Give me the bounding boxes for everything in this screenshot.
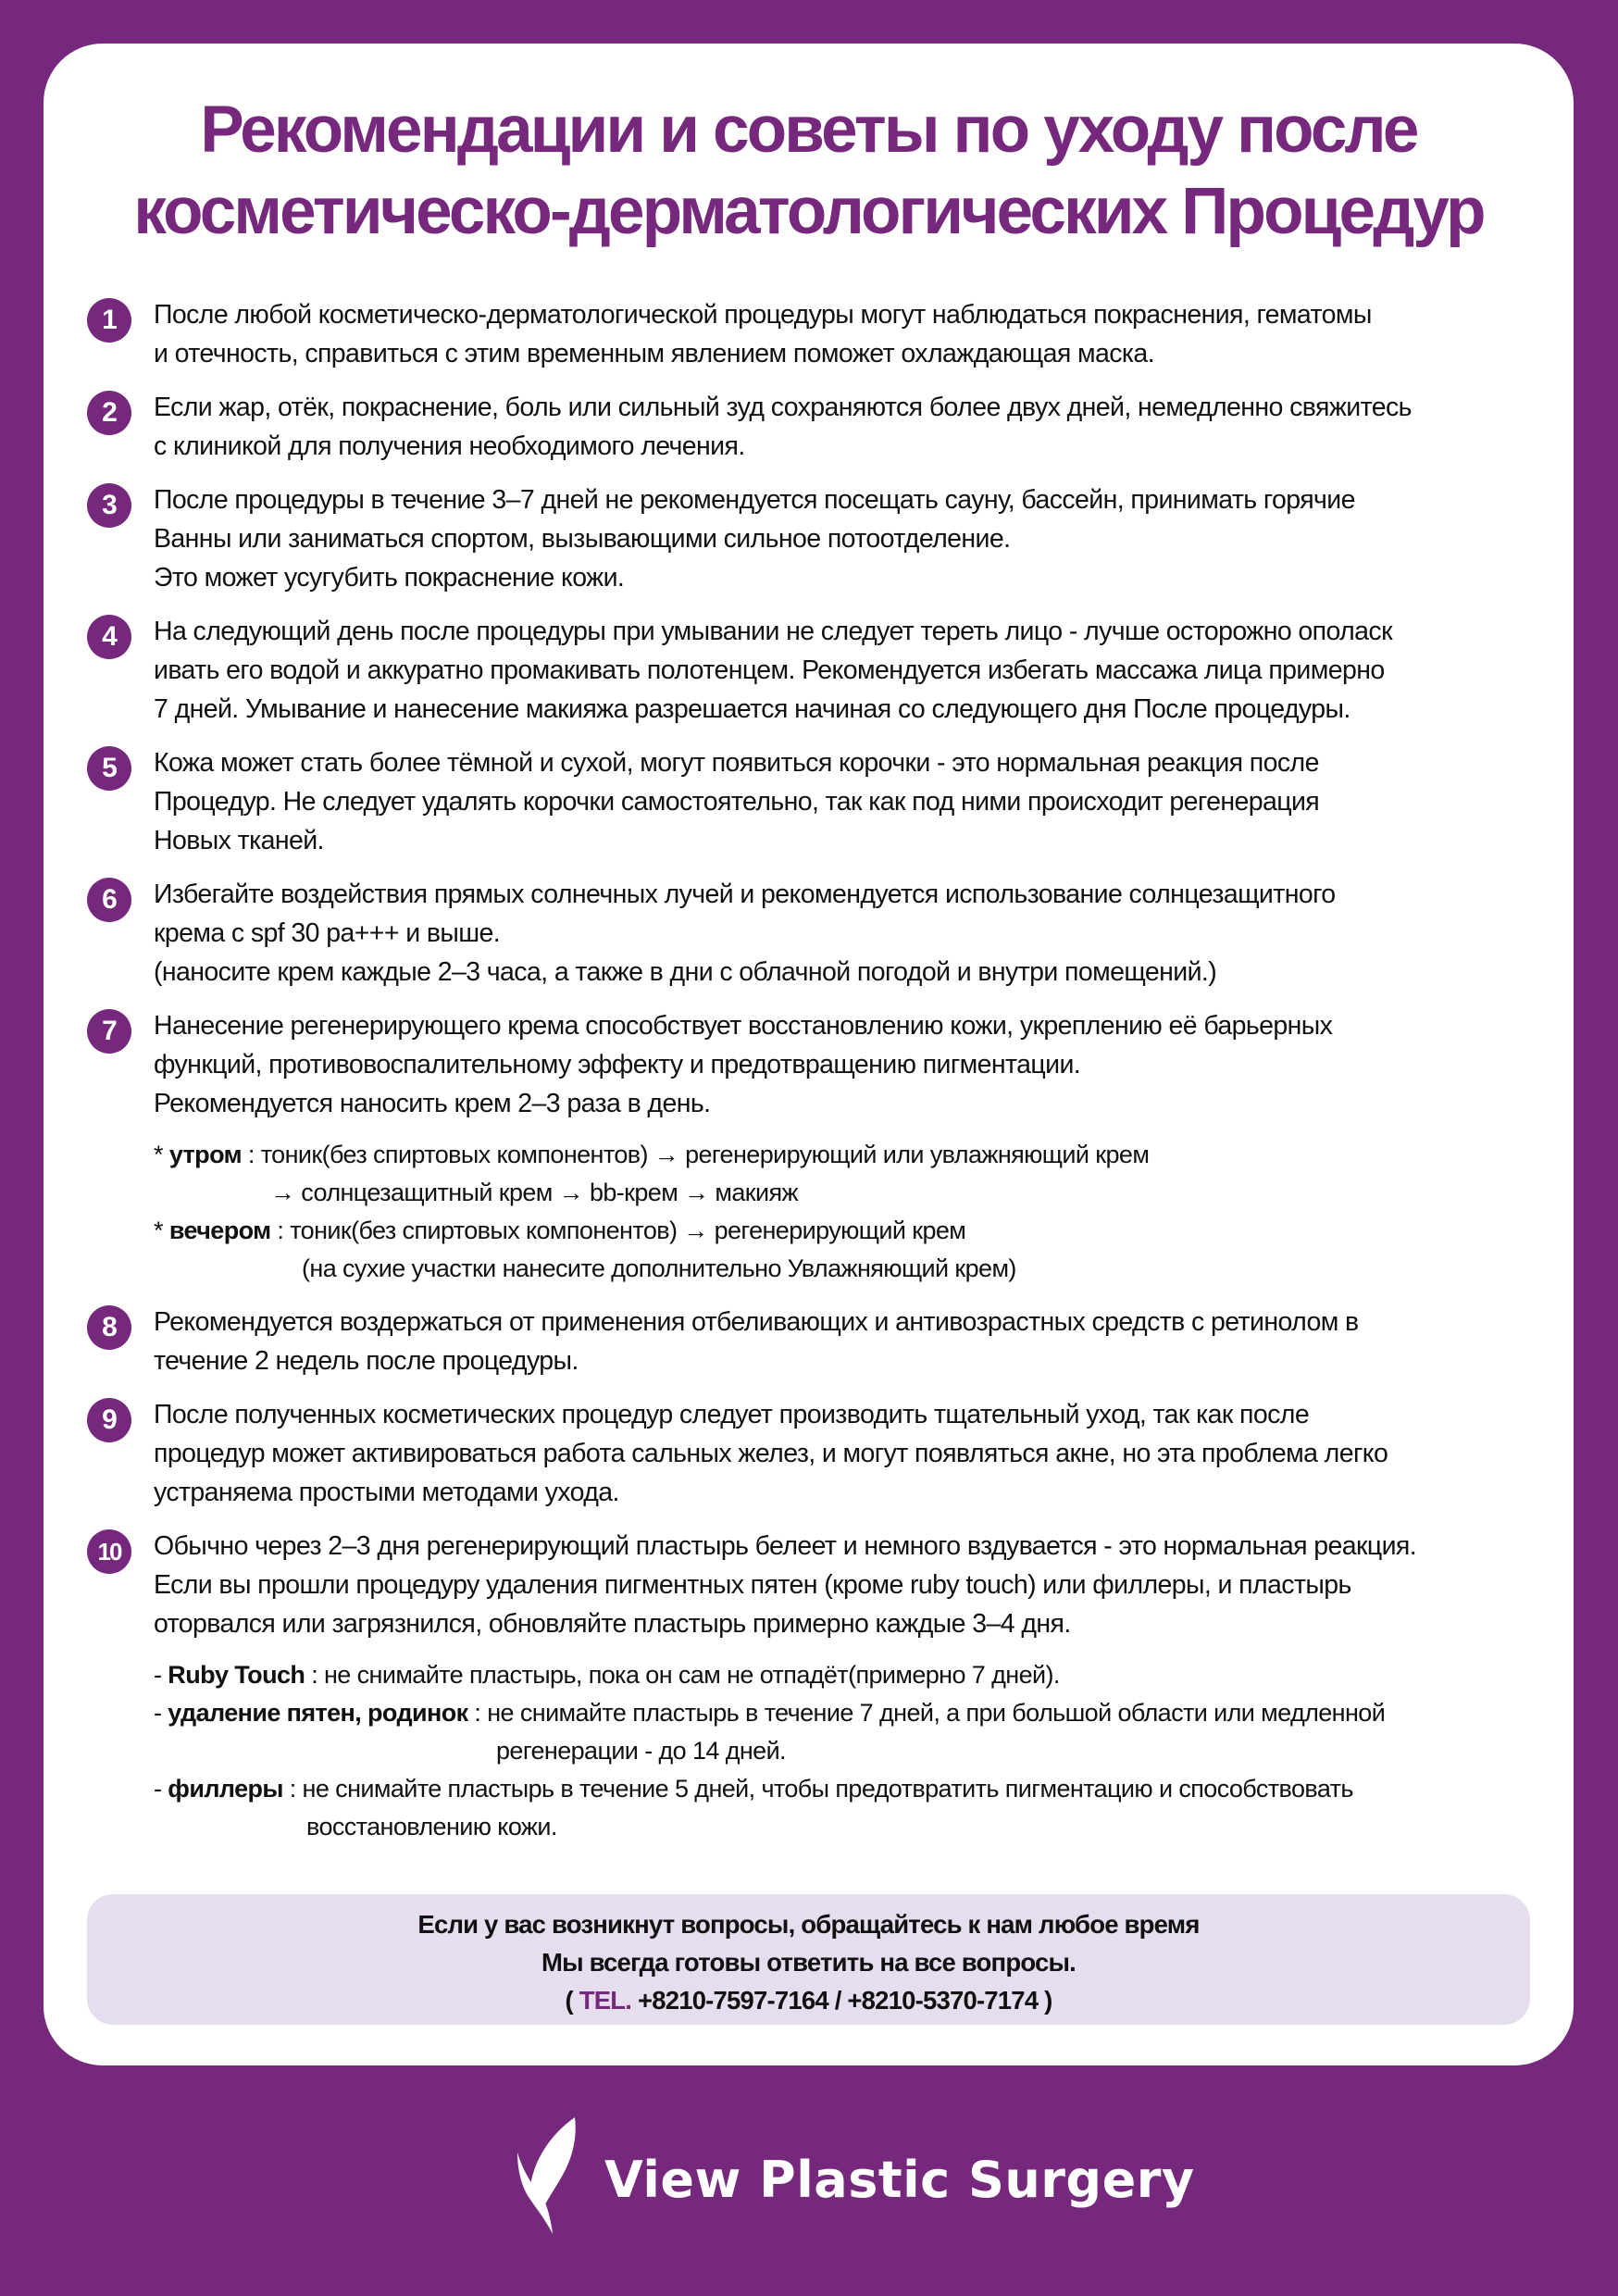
bullet-marker: - [154, 1775, 168, 1803]
patch-label: Ruby Touch [168, 1661, 305, 1689]
number-badge-icon: 3 [87, 483, 131, 528]
tel-label: TEL. [579, 1986, 632, 2015]
bullet-marker: * [154, 1141, 169, 1168]
patch-continuation: восстановлению кожи. [306, 1813, 557, 1841]
list-item-5 [87, 743, 1550, 860]
bullet-marker: - [154, 1699, 168, 1727]
item-text-line: (наносите крем каждые 2–3 часа, а также в дни с облачной погодой и внутри помещений.) [154, 957, 1217, 987]
recommendations-list [87, 295, 1550, 1861]
paren: ( [565, 1986, 579, 2015]
patch-sublist [154, 1656, 1550, 1846]
item-text-line: Нанесение регенерирующего крема способствует восстановлению кожи, укреплению её барьерных [154, 1011, 1333, 1041]
brand-name: View Plastic Surgery [604, 2150, 1195, 2209]
list-item-9 [87, 1395, 1550, 1512]
item-text-line: Обычно через 2–3 дня регенерирующий пластырь белеет и немного вздувается - это нормальная реакция. [154, 1531, 1417, 1561]
item-text-line: После процедуры в течение 3–7 дней не рекомендуется посещать сауну, бассейн, принимать горячие [154, 485, 1355, 515]
list-item-3 [87, 480, 1550, 597]
item-text-line: Если вы прошли процедуру удаления пигментных пятен (кроме ruby touch) или филлеры, и пластырь [154, 1570, 1351, 1600]
item-text-line: крема с spf 30 pa+++ и выше. [154, 918, 501, 948]
patch-text: : не снимайте пластырь, пока он сам не отпадёт(примерно 7 дней). [305, 1661, 1060, 1689]
item-text-line: функций, противовоспалительному эффекту и предотвращению пигментации. [154, 1050, 1081, 1079]
item-text-line: с клиникой для получения необходимого лечения. [154, 431, 745, 461]
item-text-line: процедур может активироваться работа сальных желез, и могут появляться акне, но эта проблема легко [154, 1439, 1388, 1468]
list-item-6 [87, 875, 1550, 992]
contact-line-2: Мы всегда готовы ответить на все вопросы. [541, 1948, 1077, 1977]
contact-line-1: Если у вас возникнут вопросы, обращайтесь к нам любое время [417, 1910, 1200, 1939]
patch-label: филлеры [168, 1775, 283, 1803]
title-line-2: косметическо-дерматологических Процедур [133, 175, 1484, 248]
contact-phones [87, 1981, 1530, 2019]
item-text-line: Новых тканей. [154, 826, 324, 855]
item-text-line: течение 2 недель после процедуры. [154, 1346, 579, 1376]
item-text-line: На следующий день после процедуры при умывании не следует тереть лицо - лучше осторожно ополаск [154, 617, 1392, 646]
patch-fillers [154, 1770, 1550, 1808]
list-item-1 [87, 295, 1550, 373]
bullet-marker: * [154, 1217, 169, 1244]
list-item-4 [87, 612, 1550, 729]
item-text-line: и отечность, справиться с этим временным явлением поможет охлаждающая маска. [154, 339, 1154, 368]
item-text-line: Ванны или заниматься спортом, вызывающими сильное потоотделение. [154, 524, 1011, 554]
routine-label: вечером [168, 1217, 271, 1244]
phone-numbers[interactable]: +8210-7597-7164 / +8210-5370-7174 ) [631, 1986, 1052, 2015]
brand-logo [514, 2115, 1195, 2236]
item-text-line: Процедур. Не следует удалять корочки самостоятельно, так как под ними происходит регенерация [154, 787, 1320, 817]
item-text-line: Если жар, отёк, покраснение, боль или сильный зуд сохраняются более двух дней, немедленно свяжитесь [154, 393, 1412, 422]
item-text-line: ивать его водой и аккуратно промакивать полотенцем. Рекомендуется избегать массажа лица примерно [154, 655, 1385, 685]
number-badge-icon: 7 [87, 1009, 131, 1054]
patch-text: : не снимайте пластырь в течение 7 дней, а при большой области или медленной [467, 1699, 1386, 1727]
item-text-line: Кожа может стать более тёмной и сухой, могут появиться корочки - это нормальная реакция после [154, 748, 1319, 778]
number-badge-icon: 2 [87, 391, 131, 435]
routine-continuation: (на сухие участки нанесите дополнительно Увлажняющий крем) [302, 1254, 1016, 1282]
routine-sublist [154, 1136, 1550, 1288]
number-badge-icon: 5 [87, 746, 131, 791]
routine-morning [154, 1136, 1550, 1174]
item-text-line: оторвался или загрязнился, обновляйте пластырь примерно каждые 3–4 дня. [154, 1609, 1071, 1639]
leaf-logo-icon [514, 2115, 588, 2236]
bullet-marker: - [154, 1661, 168, 1689]
number-badge-icon: 1 [87, 298, 131, 343]
patch-continuation: регенерации - до 14 дней. [496, 1737, 786, 1765]
content-card [44, 44, 1574, 2065]
contact-info-box [87, 1894, 1530, 2025]
item-text-line: Рекомендуется наносить крем 2–3 раза в день. [154, 1089, 711, 1118]
number-badge-icon: 10 [87, 1529, 131, 1574]
routine-continuation: → солнцезащитный крем → bb-крем → макияж [270, 1179, 798, 1206]
item-text-line: Рекомендуется воздержаться от применения отбеливающих и антивозрастных средств с ретинолом в [154, 1307, 1359, 1337]
routine-text: : тоник(без спиртовых компонентов) → регенерирующий крем [270, 1217, 966, 1244]
patch-spot-removal [154, 1694, 1550, 1732]
list-item-10 [87, 1527, 1550, 1846]
patch-label: удаление пятен, родинок [168, 1699, 468, 1727]
item-text-line: Это может усугубить покраснение кожи. [154, 563, 625, 593]
item-text-line: После любой косметическо-дерматологической процедуры могут наблюдаться покраснения, гематомы [154, 300, 1372, 330]
routine-evening [154, 1212, 1550, 1250]
item-text-line: Избегайте воздействия прямых солнечных лучей и рекомендуется использование солнцезащитного [154, 880, 1336, 909]
patch-text: : не снимайте пластырь в течение 5 дней, чтобы предотвратить пигментацию и способствовать [282, 1775, 1353, 1803]
list-item-2 [87, 388, 1550, 466]
page-title [44, 90, 1574, 253]
list-item-7 [87, 1006, 1550, 1288]
item-text-line: После полученных косметических процедур следует производить тщательный уход, так как после [154, 1400, 1310, 1429]
list-item-8 [87, 1303, 1550, 1380]
routine-text: : тоник(без спиртовых компонентов) → регенерирующий или увлажняющий крем [241, 1141, 1150, 1168]
number-badge-icon: 8 [87, 1305, 131, 1350]
number-badge-icon: 4 [87, 615, 131, 659]
item-text-line: устраняема простыми методами ухода. [154, 1478, 619, 1507]
routine-label: утром [168, 1141, 242, 1168]
title-line-1: Рекомендации и советы по уходу после [200, 94, 1417, 167]
number-badge-icon: 6 [87, 878, 131, 922]
patch-ruby-touch [154, 1656, 1550, 1694]
item-text-line: 7 дней. Умывание и нанесение макияжа разрешается начиная со следующего дня После процедуры. [154, 694, 1350, 724]
number-badge-icon: 9 [87, 1398, 131, 1442]
